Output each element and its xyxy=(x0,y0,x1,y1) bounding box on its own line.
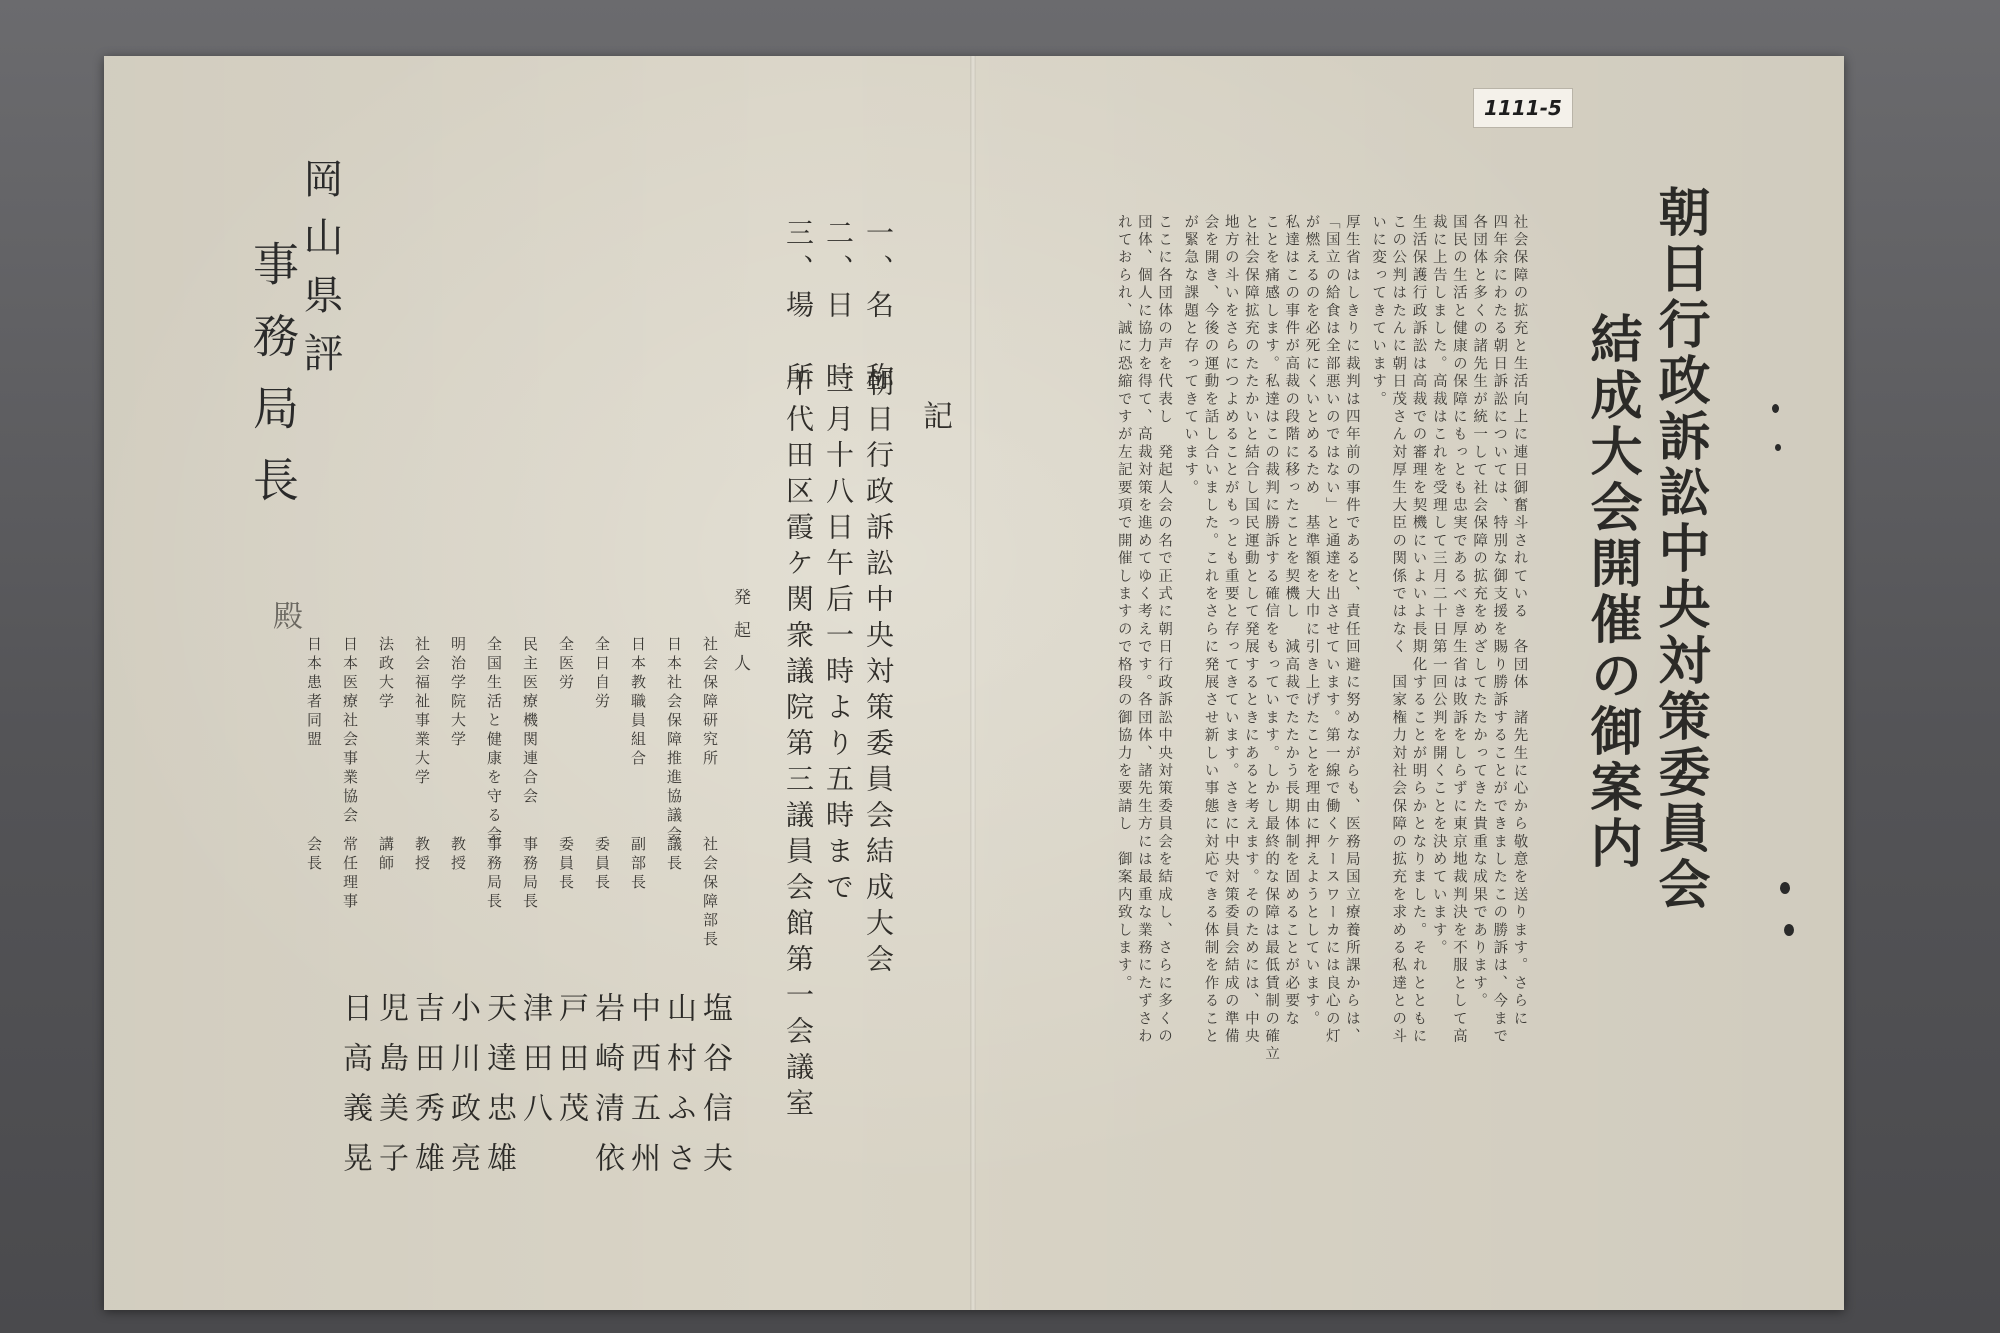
promoter-name: 戸田茂 xyxy=(553,992,588,1142)
item-place-label: 三、場 所 xyxy=(782,218,815,398)
body-column: 四年余にわたる朝日訴訟については、特別な御支援を賜り勝訴することができましたこの勝訴は、今まで xyxy=(1491,214,1508,1046)
promoter-name: 小川政亮 xyxy=(445,992,480,1192)
promoter-name: 児島美子 xyxy=(373,992,408,1192)
promoter-org: 全国生活と健康を守る会 xyxy=(485,636,503,845)
body-column: 厚生省はしきりに裁判は四年前の事件であると、責任回避に努めながらも、医務局国立療養所課からは、 xyxy=(1343,214,1360,1046)
punch-hole xyxy=(1784,924,1794,936)
body-column: ことを痛感します。私達はこの裁判に勝訴する確信をもっています。しかし最終的な保障は最低賃制の確立 xyxy=(1263,214,1280,1064)
body-column: 地方の斗いをさらにつよめることがもっとも重要と存ってきています。さきに中央対策委員会結成の準備 xyxy=(1222,214,1239,1046)
body-column: れておられ、誠に恐縮ですが左記要項で開催しますので格段の御協力を要請し 御案内致します。 xyxy=(1115,214,1132,993)
promoter-role: 常任理事 xyxy=(341,836,359,912)
promoter-role: 会長 xyxy=(305,836,323,874)
promoter-name: 天達忠雄 xyxy=(481,992,516,1192)
promoter-role: 教授 xyxy=(413,836,431,874)
item-name-value: 朝日行政訴訟中央対策委員会結成大会 xyxy=(862,368,895,980)
promoter-name: 吉田秀雄 xyxy=(409,992,444,1192)
handwritten-addressee-title: 事務局長 xyxy=(246,240,300,528)
item-name-label: 一、名 称 xyxy=(862,218,895,398)
promoter-org: 日本医療社会事業協会 xyxy=(341,636,359,826)
promoter-name: 日高義晃 xyxy=(337,992,372,1192)
body-column: が緊急な課題と存ってきています。 xyxy=(1182,214,1199,498)
body-column: 「国立の給食は全部悪いのではない」と通達を出させています。第一線で働くケースワーカには良心の灯 xyxy=(1323,214,1340,1046)
handwritten-addressee-org: 岡山県評 xyxy=(297,158,343,390)
promoter-role: 社会保障部長 xyxy=(701,836,719,950)
body-column: 生活保護行政訴訟は高裁での審理を契機にいよいよ長期化することが明らかとなりました。それとともに xyxy=(1410,214,1427,1046)
center-fold xyxy=(970,56,976,1310)
promoter-role: 副部長 xyxy=(629,836,647,893)
document-title: 朝日行政訴訟中央対策委員会 xyxy=(1649,185,1710,913)
promoter-org: 全医労 xyxy=(557,636,575,693)
promoter-org: 日本社会保障推進協議会 xyxy=(665,636,683,845)
promoter-role: 講師 xyxy=(377,836,395,874)
promoter-name: 塩谷信夫 xyxy=(697,992,732,1192)
promoter-role: 事務局長 xyxy=(485,836,503,912)
promoter-role: 議長 xyxy=(665,836,683,874)
body-column: ここに各団体の声を代表し 発起人会の名で正式に朝日行政訴訟中央対策委員会を結成し、さらに多くの xyxy=(1156,214,1173,1046)
promoter-org: 社会保障研究所 xyxy=(701,636,719,769)
promoter-name: 中西五州 xyxy=(625,992,660,1192)
document-subtitle: 結成大会開催の御案内 xyxy=(1581,312,1642,872)
punch-mark xyxy=(1772,404,1779,413)
body-column: 団体、個人に協力を得て、高裁対策を進めてゆく考えです。各団体、諸先生方には最重な業務にたずさわ xyxy=(1135,214,1152,1046)
promoter-name: 津田八 xyxy=(517,992,552,1142)
item-place-value: 千代田区霞ケ関衆議院第三議員会館第一会議室 xyxy=(782,368,815,1124)
promoter-org: 社会福祉事業大学 xyxy=(413,636,431,788)
promoter-org: 民主医療機関連合会 xyxy=(521,636,539,807)
promoter-org: 日本患者同盟 xyxy=(305,636,323,750)
body-column: いに変ってきています。 xyxy=(1370,214,1387,409)
body-column: 裁に上告しました。高裁はこれを受理して三月二十日第一回公判を開くことを決めています。 xyxy=(1430,214,1447,958)
body-column: 各団体と多くの諸先生が統一して社会保障の拡充をめざしてたたかってきた貴重な成果であります。 xyxy=(1471,214,1488,1011)
body-column: 会を開き、今後の運動を話し合いました。これをさらに発展させ新しい事態に対応できる体制を作ること xyxy=(1202,214,1219,1046)
promoter-name: 山村ふさ xyxy=(661,992,696,1192)
promoter-role: 事務局長 xyxy=(521,836,539,912)
handwritten-honorific: 殿 xyxy=(267,600,302,630)
body-column: 社会保障の拡充と生活向上に連日御奮斗されている 各団体 諸先生に心から敬意を送ります。さらに xyxy=(1511,214,1528,1029)
promoter-org: 法政大学 xyxy=(377,636,395,712)
item-date-value: 二月十八日午后一時より五時まで xyxy=(822,368,855,908)
promoter-org: 全日自労 xyxy=(593,636,611,712)
item-date-label: 二、日 時 xyxy=(822,218,855,398)
punch-mark xyxy=(1775,444,1781,451)
promoter-org: 日本教職員組合 xyxy=(629,636,647,769)
body-column: 国民の生活と健康の保障にもっとも忠実であるべき厚生省は敗訴をしらずに東京地裁判決を不服として高 xyxy=(1450,214,1467,1046)
promoter-role: 委員長 xyxy=(557,836,575,893)
body-column: この公判はたんに朝日茂さん対厚生大臣の関係ではなく 国家権力対社会保障の拡充を求める私達との斗 xyxy=(1390,214,1407,1046)
promoters-heading: 発起人 xyxy=(730,588,750,687)
ki-label: 記 xyxy=(917,400,952,430)
promoter-role: 委員長 xyxy=(593,836,611,893)
body-column: が燃えるのを必死にくいとめるため 基準額を大巾に引き上げたことを理由に押えようとしています。 xyxy=(1303,214,1320,1029)
promoter-org: 明治学院大学 xyxy=(449,636,467,750)
body-column: と社会保障拡充のたたかいと結合し国民運動として発展するときにあると考えます。そのためには、中央 xyxy=(1242,214,1259,1046)
promoter-role: 教授 xyxy=(449,836,467,874)
punch-hole xyxy=(1780,882,1790,894)
body-column: 私達はこの事件が高裁の段階に移ったことを契機し 減高裁でたたかう長期体制を固めることが必要な xyxy=(1283,214,1300,1029)
catalog-tag: 1111-5 xyxy=(1473,88,1573,128)
promoter-name: 岩崎清依 xyxy=(589,992,624,1192)
